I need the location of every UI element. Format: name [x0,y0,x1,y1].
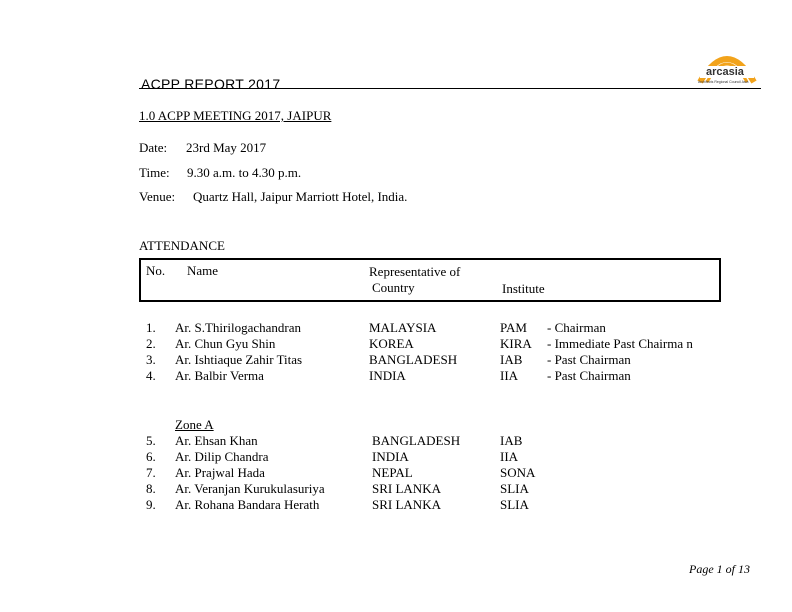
attendee-institute: IIA [500,449,519,464]
attendee-role: - Past Chairman [547,368,631,383]
attendee-role: - Chairman [547,320,606,335]
attendee-institute: SONA [500,465,536,480]
attendee-country: INDIA [369,368,406,383]
logo-wordmark: arcasia [706,66,744,78]
arcasia-logo [692,42,762,90]
group2-numbers [146,433,156,513]
attendee-name: Ar. Prajwal Hada [175,465,265,480]
row-no: 3. [146,352,156,367]
attendee-name: Ar. Ehsan Khan [175,433,258,448]
attendee-role: - Immediate Past Chairma n [547,336,693,351]
attendee-institute: IIA [500,368,519,383]
attendee-country: INDIA [372,449,409,464]
attendee-name: Ar. S.Thirilogachandran [175,320,301,335]
date-label: Date: [139,140,168,155]
date-value: 23rd May 2017 [186,140,267,155]
attendee-name: Ar. Dilip Chandra [175,449,269,464]
attendee-name: Ar. Ishtiaque Zahir Titas [175,352,303,367]
venue-label: Venue: [139,189,176,204]
meeting-heading: 1.0 ACPP MEETING 2017, JAIPUR [139,108,332,123]
row-no: 6. [146,449,156,464]
attendee-institute: SLIA [500,497,529,512]
attendee-institute: KIRA [500,336,532,351]
row-no: 7. [146,465,156,480]
row-no: 9. [146,497,156,512]
row-no: 2. [146,336,156,351]
group2-names [175,433,325,513]
header-divider [139,88,761,89]
col-header-rep-line2: Country [372,280,415,295]
report-title: ACPP REPORT 2017 [141,76,281,92]
time-value: 9.30 a.m. to 4.30 p.m. [187,165,302,180]
attendee-country: SRI LANKA [372,481,441,496]
attendee-country: KOREA [369,336,414,351]
time-label: Time: [139,165,170,180]
zone-label: Zone A [175,417,214,432]
attendee-institute: PAM [500,320,527,335]
row-no: 1. [146,320,156,335]
attendee-name: Ar. Balbir Verma [175,368,264,383]
attendee-country: BANGLADESH [372,433,461,448]
attendee-institute: IAB [500,433,523,448]
venue-value: Quartz Hall, Jaipur Marriott Hotel, India. [193,189,408,204]
attendee-country: MALAYSIA [369,320,437,335]
attendee-country: NEPAL [372,465,413,480]
col-header-institute: Institute [502,281,545,296]
col-header-rep-line1: Representative of [369,264,461,279]
group1-roles [547,320,693,384]
attendee-institute: IAB [500,352,523,367]
row-no: 8. [146,481,156,496]
attendee-country: SRI LANKA [372,497,441,512]
group1-countries [369,320,457,384]
attendee-country: BANGLADESH [369,352,458,367]
group1-names [175,320,302,384]
group1-numbers [146,320,156,384]
group2-countries [372,433,460,513]
row-no: 5. [146,433,156,448]
attendee-name: Ar. Rohana Bandara Herath [175,497,320,512]
attendance-heading: ATTENDANCE [139,238,225,253]
group2-institutes [500,433,535,513]
col-header-name: Name [187,263,219,278]
col-header-no: No. [146,263,166,278]
group1-institutes [500,320,532,384]
attendee-institute: SLIA [500,481,529,496]
logo-tagline: Architects Regional Council Asia [698,80,749,84]
row-no: 4. [146,368,156,383]
attendee-name: Ar. Veranjan Kurukulasuriya [175,481,325,496]
attendee-role: - Past Chairman [547,352,631,367]
attendee-name: Ar. Chun Gyu Shin [175,336,276,351]
page-number: Page 1 of 13 [689,562,750,576]
